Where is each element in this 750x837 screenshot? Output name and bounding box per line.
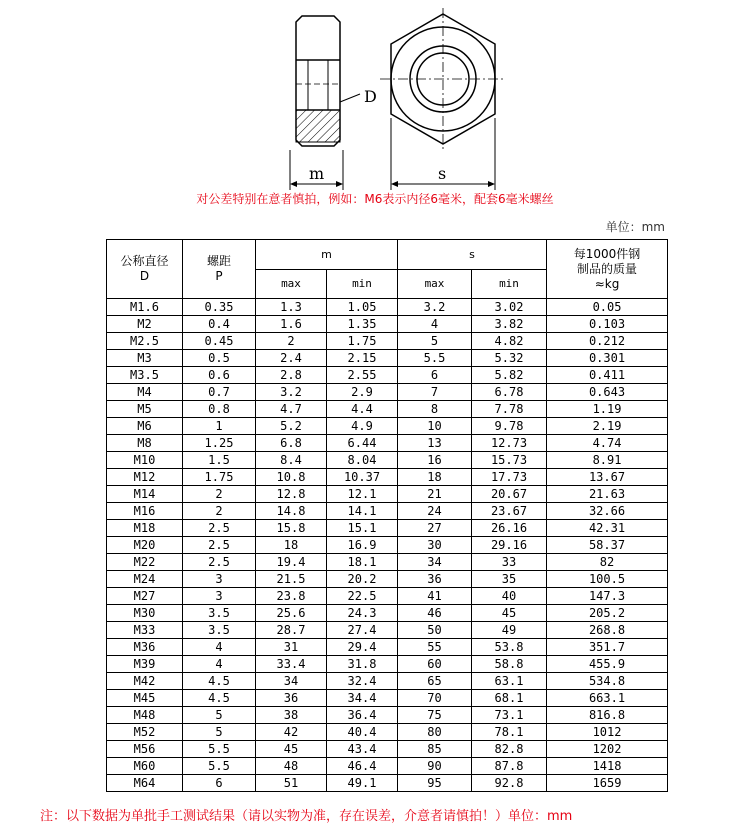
cell-m-max: 42 xyxy=(256,724,327,741)
nut-spec-table xyxy=(106,239,668,792)
unit-label: 单位：mm xyxy=(605,220,665,234)
cell-s-min: 29.16 xyxy=(472,537,547,554)
cell-mass: 1659 xyxy=(547,775,668,792)
cell-s-max: 60 xyxy=(398,656,472,673)
cell-mass: 21.63 xyxy=(547,486,668,503)
cell-m-min: 36.4 xyxy=(327,707,398,724)
cell-m-min: 16.9 xyxy=(327,537,398,554)
table-row xyxy=(107,486,668,503)
cell-m-min: 2.55 xyxy=(327,367,398,384)
cell-s-min: 3.82 xyxy=(472,316,547,333)
cell-m-min: 8.04 xyxy=(327,452,398,469)
cell-s-min: 12.73 xyxy=(472,435,547,452)
cell-s-max: 75 xyxy=(398,707,472,724)
cell-m-max: 36 xyxy=(256,690,327,707)
cell-mass: 0.05 xyxy=(547,299,668,316)
cell-s-max: 16 xyxy=(398,452,472,469)
cell-size: M8 xyxy=(107,435,183,452)
cell-m-min: 43.4 xyxy=(327,741,398,758)
cell-s-max: 41 xyxy=(398,588,472,605)
table-row xyxy=(107,367,668,384)
table-row xyxy=(107,571,668,588)
table-row xyxy=(107,622,668,639)
cell-m-min: 4.9 xyxy=(327,418,398,435)
cell-size: M2.5 xyxy=(107,333,183,350)
cell-mass: 147.3 xyxy=(547,588,668,605)
cell-s-min: 3.02 xyxy=(472,299,547,316)
cell-mass: 13.67 xyxy=(547,469,668,486)
cell-size: M52 xyxy=(107,724,183,741)
cell-mass: 100.5 xyxy=(547,571,668,588)
cell-s-min: 6.78 xyxy=(472,384,547,401)
cell-size: M39 xyxy=(107,656,183,673)
cell-size: M60 xyxy=(107,758,183,775)
cell-size: M14 xyxy=(107,486,183,503)
cell-mass: 268.8 xyxy=(547,622,668,639)
header-m-min: min xyxy=(327,270,398,299)
cell-s-max: 27 xyxy=(398,520,472,537)
cell-m-min: 32.4 xyxy=(327,673,398,690)
header-mass: 每1000件钢 制品的质量 ≈kg xyxy=(547,240,668,299)
cell-mass: 0.643 xyxy=(547,384,668,401)
cell-s-min: 17.73 xyxy=(472,469,547,486)
cell-mass: 0.411 xyxy=(547,367,668,384)
cell-m-max: 25.6 xyxy=(256,605,327,622)
table-row xyxy=(107,656,668,673)
cell-s-min: 53.8 xyxy=(472,639,547,656)
cell-m-max: 1.3 xyxy=(256,299,327,316)
cell-mass: 1418 xyxy=(547,758,668,775)
cell-m-min: 22.5 xyxy=(327,588,398,605)
cell-s-min: 49 xyxy=(472,622,547,639)
cell-m-max: 15.8 xyxy=(256,520,327,537)
cell-s-min: 9.78 xyxy=(472,418,547,435)
cell-m-max: 48 xyxy=(256,758,327,775)
cell-pitch: 3 xyxy=(183,571,256,588)
cell-m-max: 21.5 xyxy=(256,571,327,588)
table-row xyxy=(107,605,668,622)
cell-size: M10 xyxy=(107,452,183,469)
cell-m-min: 29.4 xyxy=(327,639,398,656)
cell-s-max: 18 xyxy=(398,469,472,486)
header-pitch: 螺距 P xyxy=(183,240,256,299)
cell-m-max: 3.2 xyxy=(256,384,327,401)
cell-pitch: 1 xyxy=(183,418,256,435)
cell-size: M64 xyxy=(107,775,183,792)
table-row xyxy=(107,554,668,571)
cell-m-max: 1.6 xyxy=(256,316,327,333)
cell-pitch: 0.6 xyxy=(183,367,256,384)
table-row xyxy=(107,724,668,741)
cell-m-max: 28.7 xyxy=(256,622,327,639)
cell-mass: 8.91 xyxy=(547,452,668,469)
cell-m-min: 46.4 xyxy=(327,758,398,775)
cell-size: M22 xyxy=(107,554,183,571)
cell-m-min: 27.4 xyxy=(327,622,398,639)
cell-m-max: 8.4 xyxy=(256,452,327,469)
cell-s-min: 45 xyxy=(472,605,547,622)
cell-s-min: 82.8 xyxy=(472,741,547,758)
table-row xyxy=(107,639,668,656)
cell-m-max: 4.7 xyxy=(256,401,327,418)
table-row xyxy=(107,707,668,724)
cell-s-max: 36 xyxy=(398,571,472,588)
cell-size: M33 xyxy=(107,622,183,639)
cell-mass: 0.301 xyxy=(547,350,668,367)
cell-pitch: 3 xyxy=(183,588,256,605)
cell-mass: 663.1 xyxy=(547,690,668,707)
cell-m-min: 40.4 xyxy=(327,724,398,741)
cell-s-max: 24 xyxy=(398,503,472,520)
cell-s-min: 15.73 xyxy=(472,452,547,469)
cell-size: M4 xyxy=(107,384,183,401)
cell-m-min: 2.15 xyxy=(327,350,398,367)
cell-m-max: 31 xyxy=(256,639,327,656)
cell-mass: 4.74 xyxy=(547,435,668,452)
cell-m-min: 24.3 xyxy=(327,605,398,622)
cell-mass: 42.31 xyxy=(547,520,668,537)
cell-pitch: 0.5 xyxy=(183,350,256,367)
cell-mass: 455.9 xyxy=(547,656,668,673)
cell-m-min: 34.4 xyxy=(327,690,398,707)
cell-m-max: 23.8 xyxy=(256,588,327,605)
cell-pitch: 4 xyxy=(183,639,256,656)
cell-size: M48 xyxy=(107,707,183,724)
cell-mass: 351.7 xyxy=(547,639,668,656)
table-row xyxy=(107,333,668,350)
cell-size: M45 xyxy=(107,690,183,707)
cell-s-min: 26.16 xyxy=(472,520,547,537)
cell-s-max: 3.2 xyxy=(398,299,472,316)
table-row xyxy=(107,418,668,435)
table-row xyxy=(107,690,668,707)
cell-mass: 534.8 xyxy=(547,673,668,690)
cell-m-max: 10.8 xyxy=(256,469,327,486)
cell-size: M36 xyxy=(107,639,183,656)
cell-m-max: 19.4 xyxy=(256,554,327,571)
cell-m-max: 2.4 xyxy=(256,350,327,367)
cell-pitch: 1.75 xyxy=(183,469,256,486)
cell-pitch: 0.4 xyxy=(183,316,256,333)
cell-pitch: 2.5 xyxy=(183,520,256,537)
cell-s-max: 65 xyxy=(398,673,472,690)
cell-s-max: 13 xyxy=(398,435,472,452)
tolerance-note: 对公差特别在意者慎拍，例如：M6表示内径6毫米，配套6毫米螺丝 xyxy=(196,192,554,206)
cell-pitch: 2 xyxy=(183,486,256,503)
table-row xyxy=(107,384,668,401)
table-row xyxy=(107,775,668,792)
cell-s-min: 87.8 xyxy=(472,758,547,775)
cell-size: M20 xyxy=(107,537,183,554)
cell-mass: 205.2 xyxy=(547,605,668,622)
cell-s-max: 21 xyxy=(398,486,472,503)
cell-size: M2 xyxy=(107,316,183,333)
cell-s-max: 85 xyxy=(398,741,472,758)
cell-m-min: 4.4 xyxy=(327,401,398,418)
nut-section-hatch xyxy=(296,110,340,142)
cell-pitch: 5.5 xyxy=(183,758,256,775)
cell-s-min: 63.1 xyxy=(472,673,547,690)
cell-pitch: 1.5 xyxy=(183,452,256,469)
cell-mass: 1012 xyxy=(547,724,668,741)
cell-size: M30 xyxy=(107,605,183,622)
table-row xyxy=(107,520,668,537)
cell-m-max: 14.8 xyxy=(256,503,327,520)
cell-mass: 58.37 xyxy=(547,537,668,554)
cell-s-max: 46 xyxy=(398,605,472,622)
cell-pitch: 0.7 xyxy=(183,384,256,401)
cell-m-min: 10.37 xyxy=(327,469,398,486)
cell-m-max: 12.8 xyxy=(256,486,327,503)
cell-size: M16 xyxy=(107,503,183,520)
cell-m-max: 5.2 xyxy=(256,418,327,435)
cell-mass: 1.19 xyxy=(547,401,668,418)
table-row xyxy=(107,299,668,316)
label-m: m xyxy=(309,164,325,183)
cell-s-max: 5 xyxy=(398,333,472,350)
header-nominal-diameter: 公称直径 D xyxy=(107,240,183,299)
cell-s-min: 58.8 xyxy=(472,656,547,673)
header-s-max: max xyxy=(398,270,472,299)
cell-m-min: 6.44 xyxy=(327,435,398,452)
cell-s-min: 73.1 xyxy=(472,707,547,724)
cell-s-min: 20.67 xyxy=(472,486,547,503)
cell-pitch: 4.5 xyxy=(183,690,256,707)
cell-mass: 0.212 xyxy=(547,333,668,350)
label-s: s xyxy=(438,164,447,183)
table-row xyxy=(107,452,668,469)
cell-pitch: 0.8 xyxy=(183,401,256,418)
cell-size: M6 xyxy=(107,418,183,435)
hex-nut-drawing xyxy=(0,0,750,190)
cell-pitch: 3.5 xyxy=(183,622,256,639)
cell-s-min: 7.78 xyxy=(472,401,547,418)
header-m: m xyxy=(256,240,398,270)
cell-m-min: 1.35 xyxy=(327,316,398,333)
cell-s-max: 90 xyxy=(398,758,472,775)
header-m-max: max xyxy=(256,270,327,299)
cell-pitch: 2 xyxy=(183,503,256,520)
cell-m-min: 14.1 xyxy=(327,503,398,520)
cell-size: M1.6 xyxy=(107,299,183,316)
cell-mass: 82 xyxy=(547,554,668,571)
cell-m-max: 18 xyxy=(256,537,327,554)
cell-s-min: 4.82 xyxy=(472,333,547,350)
cell-s-min: 40 xyxy=(472,588,547,605)
cell-pitch: 2.5 xyxy=(183,537,256,554)
cell-s-min: 35 xyxy=(472,571,547,588)
cell-m-min: 20.2 xyxy=(327,571,398,588)
cell-s-max: 80 xyxy=(398,724,472,741)
cell-size: M24 xyxy=(107,571,183,588)
spec-table-body xyxy=(107,299,668,792)
cell-s-min: 5.32 xyxy=(472,350,547,367)
cell-pitch: 1.25 xyxy=(183,435,256,452)
cell-s-max: 8 xyxy=(398,401,472,418)
cell-s-max: 50 xyxy=(398,622,472,639)
cell-m-min: 1.05 xyxy=(327,299,398,316)
cell-s-min: 68.1 xyxy=(472,690,547,707)
table-row xyxy=(107,537,668,554)
table-row xyxy=(107,758,668,775)
table-row xyxy=(107,435,668,452)
cell-s-max: 30 xyxy=(398,537,472,554)
table-row xyxy=(107,503,668,520)
cell-pitch: 4 xyxy=(183,656,256,673)
cell-s-max: 7 xyxy=(398,384,472,401)
cell-mass: 0.103 xyxy=(547,316,668,333)
cell-s-max: 10 xyxy=(398,418,472,435)
cell-size: M12 xyxy=(107,469,183,486)
cell-m-max: 33.4 xyxy=(256,656,327,673)
cell-pitch: 4.5 xyxy=(183,673,256,690)
cell-pitch: 6 xyxy=(183,775,256,792)
cell-m-max: 2.8 xyxy=(256,367,327,384)
cell-m-min: 15.1 xyxy=(327,520,398,537)
table-row xyxy=(107,673,668,690)
header-s-min: min xyxy=(472,270,547,299)
cell-mass: 32.66 xyxy=(547,503,668,520)
cell-m-min: 1.75 xyxy=(327,333,398,350)
cell-m-min: 12.1 xyxy=(327,486,398,503)
cell-s-min: 23.67 xyxy=(472,503,547,520)
cell-pitch: 0.35 xyxy=(183,299,256,316)
cell-m-max: 6.8 xyxy=(256,435,327,452)
table-row xyxy=(107,350,668,367)
cell-size: M3 xyxy=(107,350,183,367)
header-s: s xyxy=(398,240,547,270)
cell-s-max: 6 xyxy=(398,367,472,384)
cell-m-max: 38 xyxy=(256,707,327,724)
cell-m-min: 49.1 xyxy=(327,775,398,792)
cell-pitch: 5.5 xyxy=(183,741,256,758)
cell-pitch: 2.5 xyxy=(183,554,256,571)
table-row xyxy=(107,469,668,486)
cell-s-min: 33 xyxy=(472,554,547,571)
table-row xyxy=(107,588,668,605)
table-row xyxy=(107,401,668,418)
cell-size: M18 xyxy=(107,520,183,537)
cell-pitch: 5 xyxy=(183,707,256,724)
cell-size: M3.5 xyxy=(107,367,183,384)
cell-s-max: 55 xyxy=(398,639,472,656)
cell-mass: 816.8 xyxy=(547,707,668,724)
cell-m-max: 34 xyxy=(256,673,327,690)
cell-s-max: 70 xyxy=(398,690,472,707)
cell-s-max: 5.5 xyxy=(398,350,472,367)
cell-size: M42 xyxy=(107,673,183,690)
disclaimer-note: 注：以下数据为单批手工测试结果（请以实物为准，存在误差，介意者请慎拍！）单位：mm xyxy=(40,809,573,824)
cell-size: M56 xyxy=(107,741,183,758)
table-row xyxy=(107,741,668,758)
cell-m-min: 18.1 xyxy=(327,554,398,571)
table-row xyxy=(107,316,668,333)
cell-mass: 2.19 xyxy=(547,418,668,435)
cell-m-max: 51 xyxy=(256,775,327,792)
cell-s-max: 95 xyxy=(398,775,472,792)
cell-pitch: 0.45 xyxy=(183,333,256,350)
cell-s-max: 4 xyxy=(398,316,472,333)
cell-m-max: 45 xyxy=(256,741,327,758)
cell-size: M5 xyxy=(107,401,183,418)
cell-s-min: 78.1 xyxy=(472,724,547,741)
cell-s-max: 34 xyxy=(398,554,472,571)
cell-mass: 1202 xyxy=(547,741,668,758)
cell-s-min: 5.82 xyxy=(472,367,547,384)
cell-m-max: 2 xyxy=(256,333,327,350)
cell-s-min: 92.8 xyxy=(472,775,547,792)
cell-m-min: 2.9 xyxy=(327,384,398,401)
cell-size: M27 xyxy=(107,588,183,605)
cell-pitch: 5 xyxy=(183,724,256,741)
cell-pitch: 3.5 xyxy=(183,605,256,622)
label-d: D xyxy=(364,87,377,106)
cell-m-min: 31.8 xyxy=(327,656,398,673)
